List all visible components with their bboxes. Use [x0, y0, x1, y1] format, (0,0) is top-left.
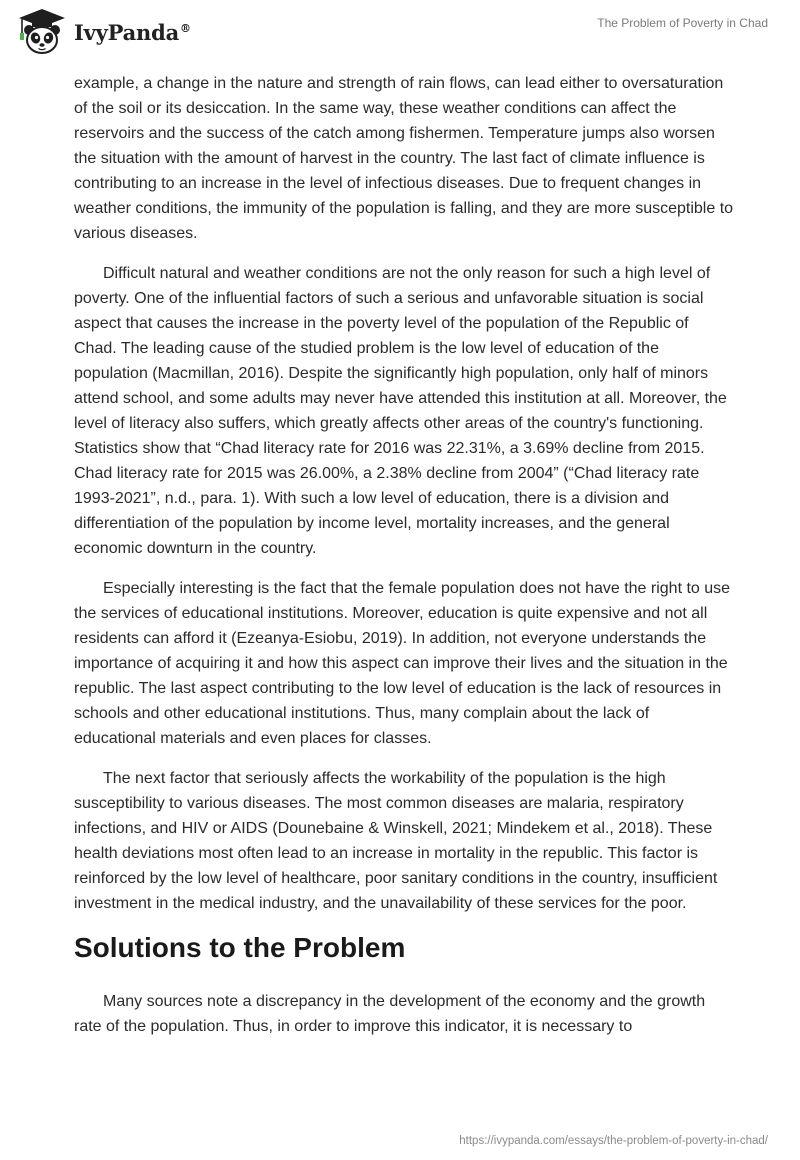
paragraph-diseases: The next factor that seriously affects the workability of the population is the high susceptibility to various diseases. The most common diseases are malaria, respiratory infections, and HIV or AIDS (Dounebaine & Winskell, 2021; Mindekem et al., 2018). These health deviations most often lead to an increase in mortality in the republic. This factor is reinforced by the low level of healthcare, poor sanitary conditions in the country, insufficient investment in the medical industry, and the unavailability of these services for the poor.: [74, 770, 718, 912]
paragraph-female-education: Especially interesting is the fact that the female population does not have the right to use the services of educational institutions. Moreover, education is quite expensive and not all residents can afford it (Ezeanya-Esiobu, 2019). In addition, not everyone understands the importance of acquiring it and how this aspect can improve their lives and the situation in the republic. The last aspect contributing to the low level of education is the lack of resources in schools and other educational institutions. Thus, many complain about the lack of educational materials and even places for classes.: [74, 580, 731, 747]
page-header: [0, 0, 800, 64]
brand-name: IvyPanda®: [74, 19, 191, 45]
essay-body: [74, 71, 734, 1054]
paragraph-solutions-intro: Many sources note a discrepancy in the development of the economy and the growth rate of the population. Thus, in order to improve this indicator, it is necessary to: [74, 993, 706, 1035]
paragraph-continued: example, a change in the nature and strength of rain flows, can lead either to oversaturation of the soil or its desiccation. In the same way, these weather conditions can affect the reservoirs and the success of the catch among fishermen. Temperature jumps also worsen the situation with the amount of harvest in the country. The last fact of climate influence is contributing to an increase in the level of infectious diseases. Due to frequent changes in weather conditions, the immunity of the population is falling, and they are more susceptible to various diseases.: [74, 75, 734, 242]
document-title: The Problem of Poverty in Chad: [597, 16, 768, 30]
source-url[interactable]: https://ivypanda.com/essays/the-problem-of-poverty-in-chad/: [459, 1135, 768, 1147]
panda-graduate-icon: [16, 8, 68, 56]
paragraph-social-aspect: Difficult natural and weather conditions are not the only reason for such a high level of poverty. One of the influential factors of such a serious and unfavorable situation is social aspect that causes the increase in the poverty level of the population of the Republic of Chad. The leading cause of the studied problem is the low level of education of the population (Macmillan, 2016). Despite the significantly high population, only half of minors attend school, and some adults may never have attended this institution at all. Moreover, the level of literacy also suffers, which greatly affects other areas of the country's functioning. Statistics show that “Chad literacy rate for 2016 was 22.31%, a 3.69% decline from 2015. Chad literacy rate for 2015 was 26.00%, a 2.38% decline from 2004” (“Chad literacy rate 1993-2021”, n.d., para. 1). With such a low level of education, there is a division and differentiation of the population by income level, mortality increases, and the general economic downturn in the country.: [74, 265, 727, 557]
section-heading-solutions: Solutions to the Problem: [74, 932, 406, 963]
ivypanda-logo[interactable]: [16, 8, 191, 56]
